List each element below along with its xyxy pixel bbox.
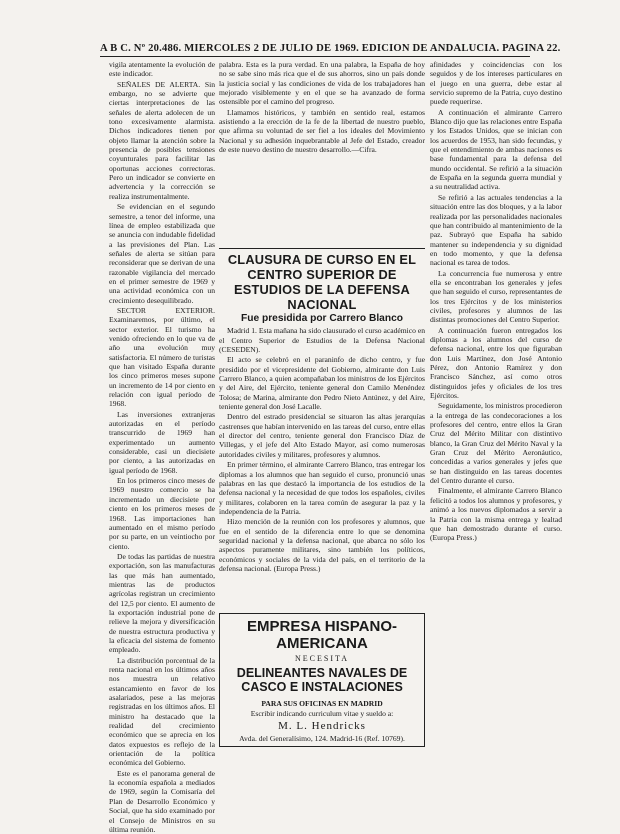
paragraph: SECTOR EXTERIOR. Examinaremos, por último, el sector exterior. El turismo ha venido ofreciendo en lo que va de año una evolución muy satisfactoria. El número de turistas que han visitado España durante los cinco primeros meses supone un incremento de 14 por ciento en relación con igual período de 1968. xyxy=(109,305,215,409)
paragraph: De todas las partidas de nuestra exportación, son las manufacturas las que más han aumentado, mientras las de productos agrícolas registran un crecimiento del 12,5 por ciento. El aumento de la exportación industrial pone de relieve la mejora y diversificación de nuestra estructura productiva y la eficacia del sistema de fomento empleado. xyxy=(109,551,215,655)
column-center xyxy=(219,60,425,776)
column-economy xyxy=(109,60,215,834)
ad-contact-name: M. L. Hendricks xyxy=(278,720,366,733)
article-kicker: Fue presidida por Carrero Blanco xyxy=(241,313,403,324)
paragraph: El acto se celebró en el paraninfo de dicho centro, y fue presidido por el vicepresidente del Gobierno, almirante don Luis Carrero Blanco, a quien acompañaban los ministros de los Ejércitos y del Aire, del Ejército, teniente general don Camilo Menéndez Tolosa; de Marina, almirante don Pedro Nieto Antúnez, y del Aire, teniente general don José Lacalle. xyxy=(219,355,425,412)
ad-address: Avda. del Generalísimo, 124. Madrid-16 (Ref. 10769). xyxy=(239,734,405,744)
ad-company: EMPRESA HISPANO-AMERICANA xyxy=(246,618,397,653)
column-right xyxy=(430,60,562,776)
ad-instructions: Escribir indicando curriculum vitae y sueldo a: xyxy=(250,709,394,719)
ad-needs: NECESITA xyxy=(294,654,350,664)
paragraph: Las inversiones extranjeras autorizadas en el período transcurrido de 1969 han experimentado un aumento considerable, casi un diecisiete por ciento, a las autorizadas en igual período de 1968. xyxy=(109,409,215,475)
paragraph: Dentro del estrado presidencial se situaron las altas jerarquías castrenses que habían intervenido en las tareas del curso, entre ellas el director del centro, teniente general don Francisco Díaz de Villegas, y el jefe del Alto Estado Mayor, así como numerosas autoridades civiles y militares, profesores y alumnos. xyxy=(219,412,425,459)
paragraph: En primer término, el almirante Carrero Blanco, tras entregar los diplomas a los alumnos que han seguido el curso, pronunció unas palabras en las que destacó la importancia de los estudios de la defensa nacional y la necesidad de que todos los españoles, civiles y militares, colaboren en la tarea común de asegurar la paz y la independencia de la Patria. xyxy=(219,460,425,516)
ad-location: PARA SUS OFICINAS EN MADRID xyxy=(261,698,383,708)
article-headline: CLAUSURA DE CURSO EN EL CENTRO SUPERIOR DE ESTUDIOS DE LA DEFENSA NACIONAL xyxy=(227,252,417,312)
paragraph: A continuación el almirante Carrero Blanco dijo que las relaciones entre España y los Estados Unidos, que se inician con los acuerdos de 1953, han sido fecundas, y que el entendimiento de ambas naciones es base fundamental para la defensa del mundo occidental. Se refirió a la situación de España en la segunda guerra mundial y a su neutralidad activa. xyxy=(430,107,562,192)
paragraph: Finalmente, el almirante Carrero Blanco felicitó a todos los alumnos y profesores, y animó a los nuevos diplomados a servir a la Patria con la misma entrega y lealtad que han demostrado durante el curso. (Europa Press.) xyxy=(430,486,562,543)
job-advertisement xyxy=(219,613,425,747)
paragraph: Se evidencian en el segundo semestre, a tenor del informe, una línea de empleo estabilizada que se anuncia con indudable fidelidad a las previsiones del Plan. Las señales de alerta se sitúan para reconsiderar que se derivan de una razonable vigilancia del mercado en el primer semestre de 1969 y una actividad económica con un crecimiento desequilibrado. xyxy=(109,202,215,305)
paragraph: SEÑALES DE ALERTA. Sin embargo, no se advierte que ciertas interpretaciones de las señales de alerta adolecen de un tono excesivamente alarmista. Dichos indicadores tienen por objeto llamar la atención sobre la presencia de posibles tensiones coyunturales para facilitar las oportunas acciones correctoras. Pero un indicador se convierte en advertencia y la corrección se realiza instrumentalmente. xyxy=(109,79,215,201)
paragraph: La distribución porcentual de la renta nacional en los últimos años nos muestra un relativo estancamiento en favor de los asalariados, pese a las mejoras registradas en los últimos años. El ministro ha destacado que la realidad del crecimiento económico que se aprecia en los datos expuestos es reflejo de la orientación de la política económica del Gobierno. xyxy=(109,655,215,768)
page-header: A B C. Nº 20.486. MIERCOLES 2 DE JULIO DE 1969. EDICION DE ANDALUCIA. PAGINA 22. xyxy=(100,42,530,57)
ad-position: DELINEANTES NAVALES DE CASCO E INSTALACIONES xyxy=(236,665,408,695)
article-continuation xyxy=(219,60,425,246)
article-body xyxy=(219,326,425,609)
divider xyxy=(219,248,425,249)
paragraph: En los primeros cinco meses de 1969 nuestro comercio se ha incrementado un diecisiete por ciento en los primeros meses de 1968. Las importaciones han aumentado en el mismo período por su parte, en un veintiocho por ciento. xyxy=(109,476,215,551)
paragraph: palabra. Esta es la pura verdad. En una palabra, la España de hoy no se sabe sino más rica que el de sus ahorros, sino un país donde la justicia social y las condiciones de vida de los trabajadores han mejorado visiblemente y en el que se ha avanzado de forma ostensible por el camino del progreso. xyxy=(219,60,425,107)
paragraph: Se refirió a las actuales tendencias a la situación entre las dos bloques, y a la labor realizada por las personalidades nacionales que han contribuido al mantenimiento de la paz. Subrayó que España ha sabido mantener su independencia y su dignidad en todo momento, y que la defensa nacional es tarea de todos. xyxy=(430,192,563,268)
paragraph: Seguidamente, los ministros procedieron a la entrega de las condecoraciones a los profesores del centro, entre ellos la Gran Cruz del Mérito Militar con distintivo blanco, la Gran Cruz del Mérito Naval y la Gran Cruz del Mérito Aeronáutico, concedidas a varios generales y jefes que se han distinguido en las tareas docentes del Centro durante el curso. xyxy=(430,401,563,486)
paragraph: vigila atentamente la evolución de este indicador. xyxy=(109,60,215,79)
paragraph: afinidades y coincidencias con los seguidos y de los intereses particulares en el juego en una guerra, debe estar al servicio supremo de la Patria, cuyo destino puede requerirse. xyxy=(430,60,562,107)
paragraph: Hizo mención de la reunión con los profesores y alumnos, que fue en el sentido de la diferencia entre lo que se denomina seguridad nacional y la defensa nacional, que abarca no sólo los aspectos puramente militares, sino también los políticos, económicos y sociales de la vida del país, en el territorio de la defensa nacional. (Europa Press.) xyxy=(219,517,425,573)
paragraph: La concurrencia fue numerosa y entre ella se encontraban los generales y jefes que han seguido el curso, representantes de los tres Ejércitos y de los ministerios civiles, profesores y alumnos de las distintas promociones del Centro Superior. xyxy=(430,268,562,325)
paragraph: Madrid 1. Esta mañana ha sido clausurado el curso académico en el Centro Superior de Estudios de la Defensa Nacional (CESEDEN). xyxy=(219,326,425,355)
paragraph: A continuación fueron entregados los diplomas a los alumnos del curso de defensa nacional, entre los que figuraban don Luis Martínez, don José Antonio Pérez, don Antonio Ramírez y don Francisco Sánchez, así como otros distinguidos jefes y oficiales de los tres Ejércitos. xyxy=(430,325,562,401)
paragraph: Este es el panorama general de la economía española a mediados de 1969, según la Comisaría del Plan de Desarrollo Económico y Social, que ha sido examinado por el Consejo de Ministros en su última reunión. xyxy=(109,768,215,834)
paragraph: Llamamos históricos, y también en sentido real, estamos asistiendo a la erección de la fe de la libertad de nuestro pueblo, que afirma su voluntad de ser fiel a los ideales del Movimiento Nacional y su adhesión inquebrantable al Jefe del Estado, creador de este nuevo destino de nuestro desarrollo.—Cifra. xyxy=(219,107,425,155)
